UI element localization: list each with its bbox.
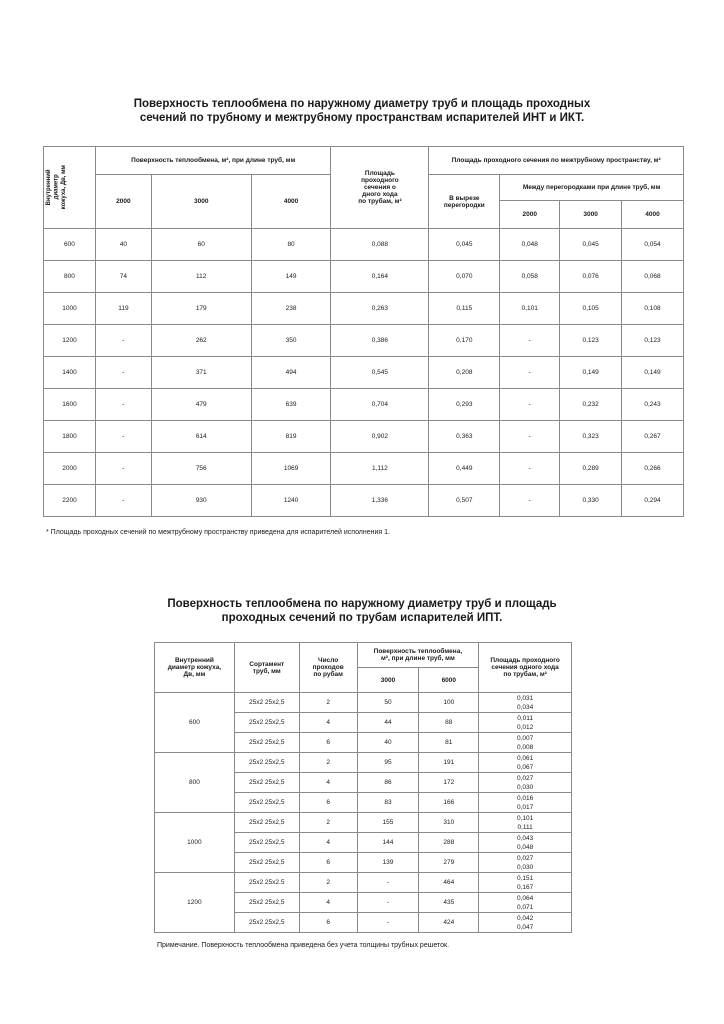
cell: 350 [251,325,331,357]
table-row [155,693,572,713]
area-value: 0,047 [516,923,534,931]
surface-6000-cell: 310 [419,813,479,833]
table-row [44,389,684,421]
header-b-3000: 3000 [560,201,622,229]
surface-6000-cell: 166 [419,793,479,813]
cell: 0,267 [622,421,684,453]
surface-6000-cell: 424 [419,913,479,933]
header-tube-area-l5: по трубам, м² [358,198,402,205]
area-value: 0,061 [516,754,534,762]
cell: 0,149 [560,357,622,389]
assortment-cell: 25x2 25x2,5 [234,853,299,873]
passes-cell: 4 [299,893,357,913]
cell: 112 [151,261,251,293]
cell: 0,170 [429,325,500,357]
surface-6000-cell: 279 [419,853,479,873]
cell: 930 [151,485,251,517]
surface-6000-cell: 172 [419,773,479,793]
surface-3000-cell: 50 [357,693,419,713]
cell: 179 [151,293,251,325]
cell: - [95,325,151,357]
cell: 1400 [44,357,96,389]
passes-cell: 2 [299,693,357,713]
surface-3000-cell: - [357,913,419,933]
area-cell [479,873,572,893]
t2-header-surface-l2: м², при длине труб, мм [380,655,455,662]
cell: 0,294 [622,485,684,517]
area-value: 0,064 [516,894,534,902]
passes-cell: 4 [299,833,357,853]
table2-title [0,597,724,625]
cell: 0,266 [622,453,684,485]
table-row [44,261,684,293]
table2-title-line2: проходных сечений по трубам испарителей ИПТ. [221,612,503,624]
area-cell [479,713,572,733]
header-diameter-l3: кожуха, Дв, мм [61,165,67,210]
cell: 0,108 [622,293,684,325]
cell: 0,507 [429,485,500,517]
area-cell [479,733,572,753]
header-tube-area-l1: Площадь [364,170,395,177]
cell: 371 [151,357,251,389]
header-cutout-l1: В вырезе [449,194,480,202]
t2-header-assortment-l1: Сортамент [249,660,285,668]
cell: 0,088 [331,229,429,261]
passes-cell: 4 [299,713,357,733]
cell: 0,054 [622,229,684,261]
header-tube-area [331,147,429,229]
t2-header-assortment-l2: труб, мм [252,667,281,675]
area-value: 0,030 [516,783,534,791]
surface-3000-cell: 86 [357,773,419,793]
cell: 1000 [44,293,96,325]
cell: 0,101 [500,293,560,325]
cell: 0,330 [560,485,622,517]
passes-cell: 2 [299,873,357,893]
t2-header-passes [299,643,357,693]
surface-6000-cell: 288 [419,833,479,853]
surface-3000-cell: 95 [357,753,419,773]
area-cell [479,693,572,713]
evaporator-int-ikt-table [43,146,684,517]
cell: 0,045 [560,229,622,261]
cell: 0,289 [560,453,622,485]
surface-3000-cell: 83 [357,793,419,813]
table-row [155,753,572,773]
area-value: 0,030 [516,863,534,871]
cell: 119 [95,293,151,325]
area-cell [479,753,572,773]
area-value: 0,011 [517,714,533,722]
t2-header-assortment [234,643,299,693]
assortment-cell: 25x2 25x2,5 [234,793,299,813]
diameter-cell: 1200 [155,873,235,933]
table-row [44,485,684,517]
table1-title-line1: Поверхность теплообмена по наружному диаметру труб и площадь проходных [133,98,591,110]
passes-cell: 4 [299,773,357,793]
t2-header-area-l2: сечения одного хода [491,664,559,671]
passes-cell: 6 [299,793,357,813]
cell: - [500,389,560,421]
area-value: 0,027 [516,774,534,782]
area-cell [479,793,572,813]
t2-header-passes-l3: по рубам [313,671,343,678]
assortment-cell: 25x2 25x2,5 [234,693,299,713]
assortment-cell: 25x2 25x2,5 [234,713,299,733]
cell: 479 [151,389,251,421]
cell: 0,293 [429,389,500,421]
area-value: 0,017 [516,803,534,811]
cell: 0,149 [622,357,684,389]
t2-header-3000: 3000 [357,668,419,693]
cell: - [500,357,560,389]
cell: 800 [44,261,96,293]
assortment-cell: 25x2 25x2,5 [234,753,299,773]
cell: 0,076 [560,261,622,293]
cell: - [95,357,151,389]
header-diameter-l2: диаметр [53,174,60,201]
header-tube-area-l3: сечения о [363,184,396,191]
cell: 0,449 [429,453,500,485]
header-len-4000: 4000 [251,175,331,229]
cell: 0,123 [622,325,684,357]
cell: 0,323 [560,421,622,453]
area-value: 0,007 [516,734,534,742]
cell: 40 [95,229,151,261]
t2-header-diameter-l3: Дв, мм [183,671,206,678]
cell: 0,045 [429,229,500,261]
table-row [44,229,684,261]
area-value: 0,167 [516,883,534,891]
cell: 2000 [44,453,96,485]
assortment-cell: 25x2 25x2,5 [234,733,299,753]
cell: 756 [151,453,251,485]
cell: 1200 [44,325,96,357]
surface-6000-cell: 81 [419,733,479,753]
cell: - [95,389,151,421]
area-value: 0,071 [516,903,534,911]
surface-3000-cell: 40 [357,733,419,753]
table-row [44,325,684,357]
cell: 0,208 [429,357,500,389]
table1-body [44,229,684,517]
cell: 0,115 [429,293,500,325]
cell: - [500,485,560,517]
surface-6000-cell: 464 [419,873,479,893]
header-b-4000: 4000 [622,201,684,229]
area-value: 0,048 [516,843,534,851]
t2-header-passes-l1: Число [318,657,339,664]
cell: 600 [44,229,96,261]
area-value: 0,008 [516,743,534,751]
cell: 149 [251,261,331,293]
table-row [44,453,684,485]
surface-3000-cell: 144 [357,833,419,853]
area-cell [479,853,572,873]
cell: 0,902 [331,421,429,453]
t2-header-diameter-l1: Внутренний [174,657,214,664]
assortment-cell: 25x2 25x2,5 [234,913,299,933]
table2-footnote: Примечание. Поверхность теплообмена приведена без учета толщины трубных решеток. [157,942,450,949]
cell: - [500,421,560,453]
area-cell [479,913,572,933]
area-cell [479,813,572,833]
surface-3000-cell: - [357,873,419,893]
cell: 0,048 [500,229,560,261]
t2-header-surface [357,643,479,668]
surface-3000-cell: 139 [357,853,419,873]
t2-header-area-l1: Площадь проходного [490,657,560,664]
cell: 0,704 [331,389,429,421]
cell: 639 [251,389,331,421]
cell: 1800 [44,421,96,453]
cell: 0,363 [429,421,500,453]
area-value: 0,034 [516,703,534,711]
cell: 0,243 [622,389,684,421]
surface-6000-cell: 88 [419,713,479,733]
surface-6000-cell: 100 [419,693,479,713]
table2-body [155,693,572,933]
header-diameter [44,147,96,229]
t2-header-area-l3: по трубам, м² [503,671,547,678]
passes-cell: 6 [299,913,357,933]
cell: 0,164 [331,261,429,293]
passes-cell: 6 [299,733,357,753]
area-value: 0,111 [517,823,533,831]
cell: - [95,453,151,485]
cell: 1,112 [331,453,429,485]
area-value: 0,027 [516,854,534,862]
diameter-cell: 600 [155,693,235,753]
header-tube-area-l2: проходного [361,177,399,184]
cell: 0,058 [500,261,560,293]
area-value: 0,031 [516,694,534,702]
cell: 74 [95,261,151,293]
assortment-cell: 25x2 25x2,5 [234,773,299,793]
cell: 1,336 [331,485,429,517]
t2-header-6000: 6000 [419,668,479,693]
area-cell [479,833,572,853]
diameter-cell: 800 [155,753,235,813]
area-cell [479,893,572,913]
cell: 0,123 [560,325,622,357]
header-b-2000: 2000 [500,201,560,229]
area-cell [479,773,572,793]
header-len-3000: 3000 [151,175,251,229]
surface-6000-cell: 435 [419,893,479,913]
cell: 0,263 [331,293,429,325]
area-value: 0,067 [516,763,534,771]
area-value: 0,012 [516,723,534,731]
cell: 819 [251,421,331,453]
table2-title-line1: Поверхность теплообмена по наружному диаметру труб и площадь [167,598,557,610]
t2-header-diameter [155,643,235,693]
assortment-cell: 25x2 25x2,5 [234,813,299,833]
cell: - [500,453,560,485]
table-row [155,873,572,893]
header-between-baffles: Между перегородками при длине труб, мм [500,175,684,201]
cell: 0,232 [560,389,622,421]
assortment-cell: 25x2 25x2,5 [234,833,299,853]
assortment-cell: 25x2 25x2.5 [234,873,299,893]
table1-title [0,97,724,125]
passes-cell: 6 [299,853,357,873]
header-len-2000: 2000 [95,175,151,229]
surface-6000-cell: 191 [419,753,479,773]
t2-header-area [479,643,572,693]
passes-cell: 2 [299,753,357,773]
cell: - [95,485,151,517]
surface-3000-cell: 44 [357,713,419,733]
cell: 1600 [44,389,96,421]
area-value: 0,101 [516,814,534,822]
cell: 1069 [251,453,331,485]
area-value: 0,016 [516,794,534,802]
header-cutout [429,175,500,229]
header-surface: Поверхность теплообмена, м², при длине труб, мм [95,147,331,175]
cell: 238 [251,293,331,325]
cell: 0,068 [622,261,684,293]
cell: 60 [151,229,251,261]
cell: 1240 [251,485,331,517]
table1-title-line2: сечений по трубному и межтрубному пространствам испарителей ИНТ и ИКТ. [139,112,585,124]
cell: 494 [251,357,331,389]
evaporator-ipt-table [154,642,572,933]
cell: - [500,325,560,357]
surface-3000-cell: 155 [357,813,419,833]
cell: 0,070 [429,261,500,293]
cell: 80 [251,229,331,261]
diameter-cell: 1000 [155,813,235,873]
table-row [44,421,684,453]
passes-cell: 2 [299,813,357,833]
area-value: 0,042 [516,914,534,922]
t2-header-surface-l1: Поверхность теплообмена, [373,648,463,655]
table-row [155,813,572,833]
header-cutout-l2: перегородки [443,201,485,209]
header-diameter-l1: Внутренний [46,169,52,206]
header-intertube: Площадь проходного сечения по межтрубному пространству, м² [429,147,684,175]
header-tube-area-l4: дного хода [362,191,398,198]
cell: 2200 [44,485,96,517]
area-value: 0,151 [516,874,534,882]
assortment-cell: 25x2 25x2,5 [234,893,299,913]
cell: 0,545 [331,357,429,389]
table-row [44,293,684,325]
t2-header-passes-l2: проходов [312,664,344,671]
cell: 614 [151,421,251,453]
table1-footnote: * Площадь проходных сечений по межтрубному пространству приведена для испарителей исполнения 1. [46,529,391,536]
t2-header-diameter-l2: диаметр кожуха, [167,664,222,671]
surface-3000-cell: - [357,893,419,913]
cell: 262 [151,325,251,357]
cell: 0,105 [560,293,622,325]
table-row [44,357,684,389]
cell: - [95,421,151,453]
cell: 0,386 [331,325,429,357]
area-value: 0,043 [516,834,534,842]
